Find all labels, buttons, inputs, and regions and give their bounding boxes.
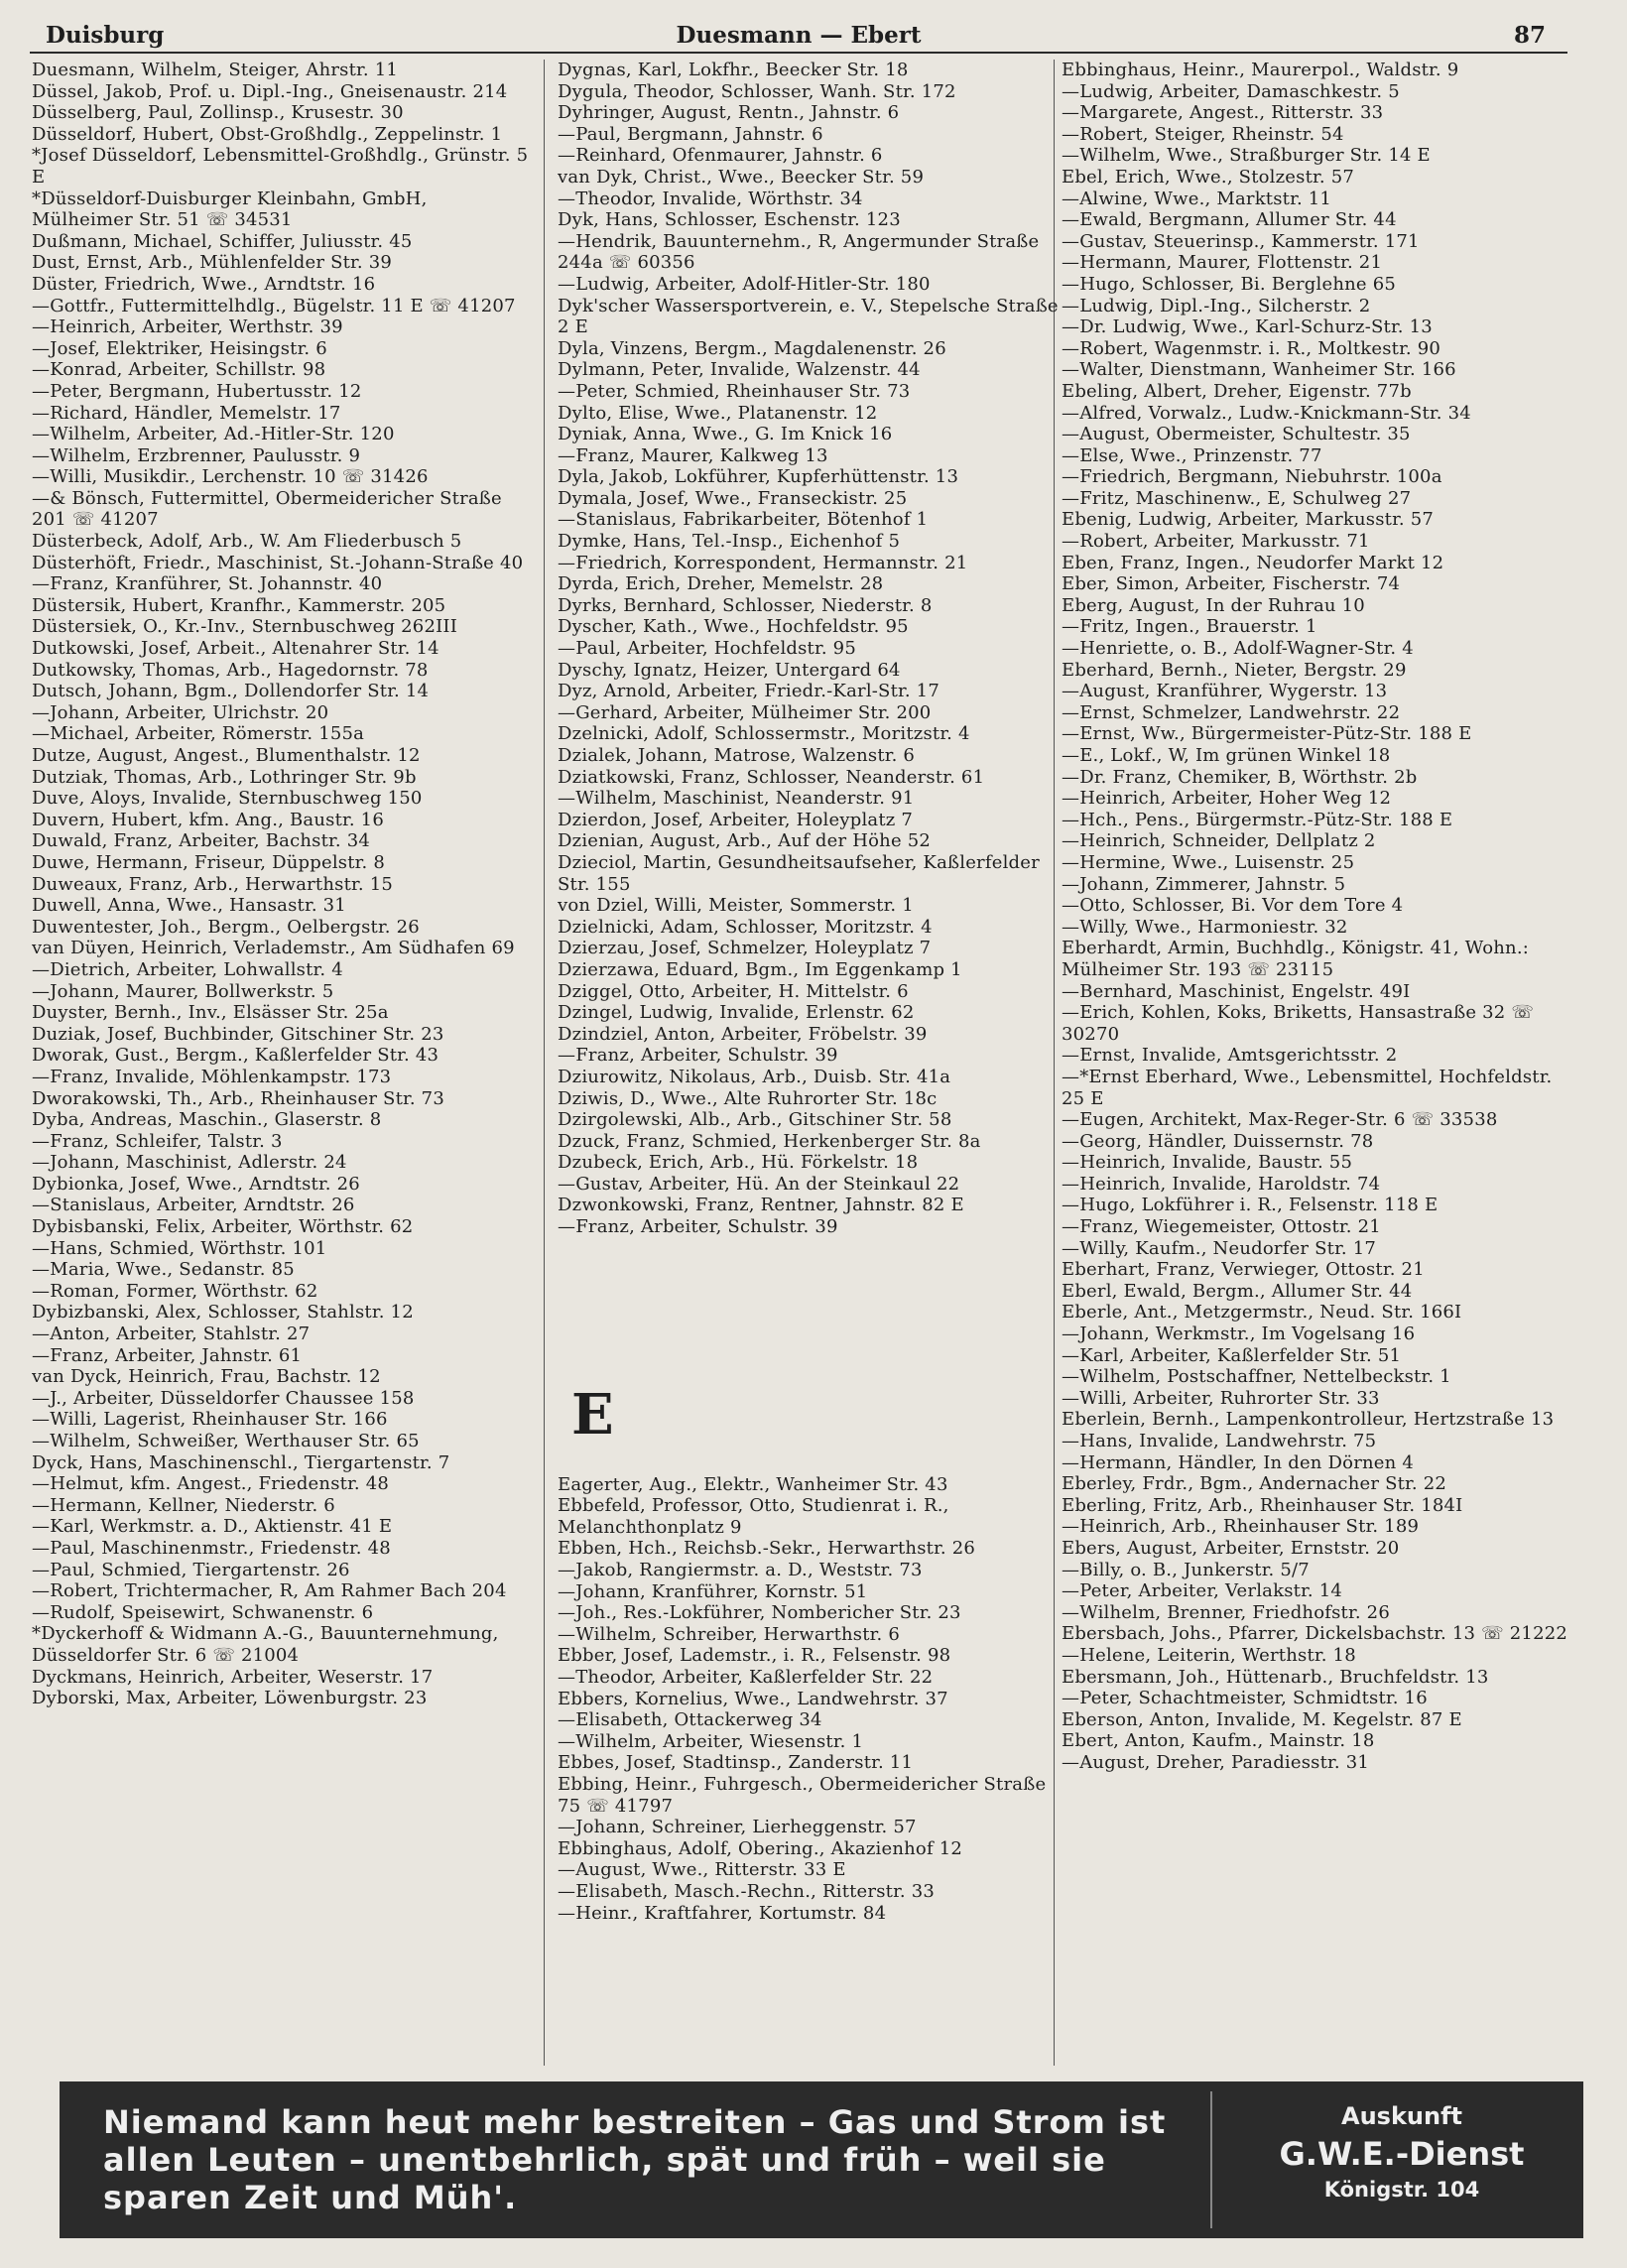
- directory-entry: —Hugo, Schlosser, Bi. Berglehne 65: [1062, 273, 1396, 295]
- slogan-line: allen Leuten – unentbehrlich, spät und früh – weil sie: [103, 2141, 1106, 2179]
- directory-entry: —Wilhelm, Erzbrenner, Paulusstr. 9: [32, 444, 361, 466]
- directory-entry: —Franz, Maurer, Kalkweg 13: [558, 444, 828, 466]
- directory-entry: Duve, Aloys, Invalide, Sternbuschweg 150: [32, 788, 423, 810]
- directory-entry: Ebbinghaus, Adolf, Obering., Akazienhof 12: [558, 1837, 963, 1859]
- directory-entry: —Peter, Arbeiter, Verlakstr. 14: [1062, 1580, 1343, 1602]
- directory-entry: Dyscher, Kath., Wwe., Hochfeldstr. 95: [558, 616, 909, 638]
- banner-divider: [1210, 2091, 1212, 2228]
- directory-entry: —Roman, Former, Wörthstr. 62: [32, 1280, 318, 1302]
- directory-entry: —Gustav, Steuerinsp., Kammerstr. 171: [1062, 230, 1420, 252]
- directory-entry: —Eugen, Architekt, Max-Reger-Str. 6 ☏ 33538: [1062, 1109, 1498, 1131]
- directory-entry: Duyster, Bernh., Inv., Elsässer Str. 25a: [32, 1002, 389, 1024]
- directory-entry: Dworakowski, Th., Arb., Rheinhauser Str. 73: [32, 1087, 444, 1109]
- directory-entry: Eberley, Frdr., Bgm., Andernacher Str. 22: [1062, 1473, 1447, 1495]
- directory-entry: —Ewald, Bergmann, Allumer Str. 44: [1062, 209, 1397, 231]
- directory-entry: Eberlein, Bernh., Lampenkontrolleur, Hertzstraße 13: [1062, 1409, 1555, 1431]
- directory-entry: —Hendrik, Bauunternehm., R, Angermunder Straße 244a ☏ 60356: [558, 230, 1046, 274]
- directory-entry: Dymala, Josef, Wwe., Franseckistr. 25: [558, 487, 908, 509]
- directory-entry: —Rudolf, Speisewirt, Schwanenstr. 6: [32, 1601, 374, 1623]
- directory-entry: Dyla, Jakob, Lokführer, Kupferhüttenstr. 13: [558, 466, 959, 488]
- directory-entry: —Peter, Bergmann, Hubertusstr. 12: [32, 380, 362, 402]
- directory-entry: van Dyck, Heinrich, Frau, Bachstr. 12: [32, 1366, 381, 1388]
- directory-entry: —Else, Wwe., Prinzenstr. 77: [1062, 444, 1322, 466]
- directory-entry: Dzierzawa, Eduard, Bgm., Im Eggenkamp 1: [558, 958, 962, 980]
- header-range: Duesmann — Ebert: [676, 22, 922, 49]
- contact-name: G.W.E.-Dienst: [1279, 2135, 1525, 2173]
- directory-entry: —Helmut, kfm. Angest., Friedenstr. 48: [32, 1473, 390, 1495]
- directory-entry: Eberhard, Bernh., Nieter, Bergstr. 29: [1062, 659, 1407, 681]
- directory-entry: —*Ernst Eberhard, Wwe., Lebensmittel, Hochfeldstr. 25 E: [1062, 1066, 1559, 1109]
- directory-entry: Duwe, Hermann, Friseur, Düppelstr. 8: [32, 851, 385, 873]
- directory-entry: —August, Kranführer, Wygerstr. 13: [1062, 681, 1388, 702]
- directory-entry: —Franz, Invalide, Möhlenkampstr. 173: [32, 1066, 392, 1087]
- directory-entry: —Wilhelm, Arbeiter, Wiesenstr. 1: [558, 1730, 864, 1752]
- directory-entry: —Johann, Zimmerer, Jahnstr. 5: [1062, 873, 1346, 895]
- directory-entry: —Wilhelm, Postschaffner, Nettelbeckstr. 1: [1062, 1366, 1451, 1388]
- directory-entry: —Gustav, Arbeiter, Hü. An der Steinkaul 22: [558, 1173, 960, 1195]
- directory-entry: —Gottfr., Futtermittelhdlg., Bügelstr. 11 E ☏ 41207: [32, 295, 516, 316]
- directory-entry: —Margarete, Angest., Ritterstr. 33: [1062, 102, 1384, 124]
- directory-entry: —Karl, Werkmstr. a. D., Aktienstr. 41 E: [32, 1516, 393, 1538]
- directory-entry: —Helene, Leiterin, Werthstr. 18: [1062, 1644, 1356, 1666]
- directory-entry: Dyz, Arnold, Arbeiter, Friedr.-Karl-Str. 17: [558, 681, 939, 702]
- directory-entry: *Josef Düsseldorf, Lebensmittel-Großhdlg., Grünstr. 5 E: [32, 145, 534, 188]
- directory-entry: —Johann, Kranführer, Kornstr. 51: [558, 1580, 868, 1602]
- directory-entry: —Alwine, Wwe., Marktstr. 11: [1062, 188, 1332, 209]
- directory-entry: Eberson, Anton, Invalide, M. Kegelstr. 87 E: [1062, 1708, 1462, 1730]
- directory-entry: —Alfred, Vorwalz., Ludw.-Knickmann-Str. 34: [1062, 402, 1471, 424]
- column-2: [558, 60, 1060, 2066]
- directory-entry: —Paul, Maschinenmstr., Friedenstr. 48: [32, 1537, 391, 1559]
- column-1: [32, 60, 534, 2066]
- directory-entry: —Franz, Kranführer, St. Johannstr. 40: [32, 573, 383, 595]
- directory-entry: —Heinrich, Schneider, Dellplatz 2: [1062, 830, 1376, 852]
- directory-entry: —Ernst, Schmelzer, Landwehrstr. 22: [1062, 701, 1401, 723]
- directory-entry: Dyniak, Anna, Wwe., G. Im Knick 16: [558, 424, 893, 445]
- directory-entry: —Heinrich, Invalide, Haroldstr. 74: [1062, 1173, 1381, 1195]
- directory-entry: Eberhart, Franz, Verwieger, Ottostr. 21: [1062, 1259, 1425, 1281]
- directory-entry: Duesmann, Wilhelm, Steiger, Ahrstr. 11: [32, 60, 399, 80]
- directory-entry: —Peter, Schmied, Rheinhauser Str. 73: [558, 380, 911, 402]
- directory-entry: —Hermann, Händler, In den Dörnen 4: [1062, 1451, 1415, 1473]
- directory-entry: —Willi, Musikdir., Lerchenstr. 10 ☏ 31426: [32, 466, 429, 488]
- directory-entry: Düsterhöft, Friedr., Maschinist, St.-Johann-Straße 40: [32, 552, 524, 573]
- directory-entry: Ebel, Erich, Wwe., Stolzestr. 57: [1062, 166, 1354, 188]
- directory-entry: Dyhringer, August, Rentn., Jahnstr. 6: [558, 102, 900, 124]
- directory-entry: Ebbefeld, Professor, Otto, Studienrat i. R., Melanchthonplatz 9: [558, 1495, 955, 1538]
- directory-entry: —Gerhard, Arbeiter, Mülheimer Str. 200: [558, 701, 932, 723]
- directory-entry: —E., Lokf., W, Im grünen Winkel 18: [1062, 745, 1391, 766]
- directory-entry: —Friedrich, Korrespondent, Hermannstr. 21: [558, 552, 968, 573]
- directory-entry: —Erich, Kohlen, Koks, Briketts, Hansastraße 32 ☏ 30270: [1062, 1002, 1540, 1045]
- directory-entry: Ebben, Hch., Reichsb.-Sekr., Herwarthstr. 26: [558, 1538, 976, 1560]
- advertisement-contact: [1220, 2099, 1583, 2205]
- directory-entry: —Franz, Schleifer, Talstr. 3: [32, 1130, 283, 1152]
- directory-entry: —Elisabeth, Ottackerweg 34: [558, 1709, 822, 1731]
- directory-entry: —Wilhelm, Wwe., Straßburger Str. 14 E: [1062, 145, 1431, 167]
- directory-entry: —August, Obermeister, Schultestr. 35: [1062, 424, 1411, 445]
- directory-entry: Dyschy, Ignatz, Heizer, Untergard 64: [558, 659, 901, 681]
- directory-entry: —Hch., Pens., Bürgermstr.-Pütz-Str. 188 E: [1062, 809, 1453, 830]
- directory-entry: —J., Arbeiter, Düsseldorfer Chaussee 158: [32, 1387, 415, 1409]
- directory-entry: —Stanislaus, Arbeiter, Arndtstr. 26: [32, 1195, 355, 1216]
- directory-entry: Düsselberg, Paul, Zollinsp., Krusestr. 30: [32, 102, 404, 124]
- directory-entry: —Hermann, Maurer, Flottenstr. 21: [1062, 252, 1383, 274]
- directory-entry: —Richard, Händler, Memelstr. 17: [32, 402, 341, 424]
- directory-entry: —Reinhard, Ofenmaurer, Jahnstr. 6: [558, 145, 883, 167]
- directory-entry: Dutze, August, Angest., Blumenthalstr. 12: [32, 745, 421, 766]
- directory-entry: —Peter, Schachtmeister, Schmidtstr. 16: [1062, 1688, 1428, 1709]
- directory-entry: Dziggel, Otto, Arbeiter, H. Mittelstr. 6: [558, 980, 909, 1002]
- directory-entry: Duwell, Anna, Wwe., Hansastr. 31: [32, 895, 346, 917]
- directory-entry: Dybisbanski, Felix, Arbeiter, Wörthstr. 62: [32, 1216, 414, 1238]
- directory-entry: Dutsch, Johann, Bgm., Dollendorfer Str. 14: [32, 681, 430, 702]
- directory-entry: —Heinrich, Arb., Rheinhauser Str. 189: [1062, 1516, 1420, 1538]
- directory-entry: Ebber, Josef, Lademstr., i. R., Felsenstr. 98: [558, 1645, 951, 1667]
- directory-entry: Dyrda, Erich, Dreher, Memelstr. 28: [558, 573, 884, 595]
- directory-entry: Dyck, Hans, Maschinenschl., Tiergartenstr. 7: [32, 1451, 450, 1473]
- directory-entry: Ebeling, Albert, Dreher, Eigenstr. 77b: [1062, 380, 1412, 402]
- directory-entry: Düssel, Jakob, Prof. u. Dipl.-Ing., Gneisenaustr. 214: [32, 80, 508, 102]
- directory-entry: Düstersik, Hubert, Kranfhr., Kammerstr. 205: [32, 594, 446, 616]
- directory-entry: Eberl, Ewald, Bergm., Allumer Str. 44: [1062, 1280, 1413, 1302]
- column-rule-1: [544, 60, 545, 2066]
- directory-entry: Dyborski, Max, Arbeiter, Löwenburgstr. 23: [32, 1688, 428, 1709]
- directory-entry: Eberg, August, In der Ruhrau 10: [1062, 594, 1365, 616]
- directory-entry: —Ludwig, Dipl.-Ing., Silcherstr. 2: [1062, 295, 1371, 316]
- directory-entry: —Ernst, Ww., Bürgermeister-Pütz-Str. 188 E: [1062, 723, 1472, 745]
- directory-entry: Dutziak, Thomas, Arb., Lothringer Str. 9b: [32, 766, 417, 788]
- directory-entry: Dyrks, Bernhard, Schlosser, Niederstr. 8: [558, 594, 933, 616]
- directory-entry: Dyckmans, Heinrich, Arbeiter, Weserstr. 17: [32, 1666, 434, 1688]
- directory-entry: van Düyen, Heinrich, Verlademstr., Am Südhafen 69: [32, 938, 515, 959]
- directory-entry: Dutkowsky, Thomas, Arb., Hagedornstr. 78: [32, 659, 429, 681]
- directory-entry: —Heinrich, Arbeiter, Werthstr. 39: [32, 316, 343, 338]
- directory-entry: Dzubeck, Erich, Arb., Hü. Förkelstr. 18: [558, 1152, 919, 1174]
- directory-entry: —Paul, Arbeiter, Hochfeldstr. 95: [558, 638, 856, 660]
- directory-entry: —Paul, Bergmann, Jahnstr. 6: [558, 123, 823, 145]
- directory-entry: —Johann, Maschinist, Adlerstr. 24: [32, 1152, 347, 1174]
- directory-entry: —Hugo, Lokführer i. R., Felsenstr. 118 E: [1062, 1195, 1439, 1216]
- directory-entry: Eber, Simon, Arbeiter, Fischerstr. 74: [1062, 573, 1401, 595]
- directory-entry: Dust, Ernst, Arb., Mühlenfelder Str. 39: [32, 252, 393, 274]
- directory-entry: Eagerter, Aug., Elektr., Wanheimer Str. 43: [558, 1473, 948, 1495]
- directory-entry: Dutkowski, Josef, Arbeit., Altenahrer Str. 14: [32, 638, 439, 660]
- directory-entry: —Wilhelm, Arbeiter, Ad.-Hitler-Str. 120: [32, 424, 395, 445]
- directory-entry: —Ernst, Invalide, Amtsgerichtsstr. 2: [1062, 1045, 1398, 1067]
- directory-entry: Dziatkowski, Franz, Schlosser, Neanderstr. 61: [558, 766, 985, 788]
- directory-entry: —Konrad, Arbeiter, Schillstr. 98: [32, 359, 326, 381]
- directory-entry: —Franz, Arbeiter, Schulstr. 39: [558, 1045, 838, 1067]
- directory-entry: —Robert, Trichtermacher, R, Am Rahmer Bach 204: [32, 1580, 507, 1602]
- column-2-d-entries: [558, 60, 1060, 1238]
- directory-entry: —Wilhelm, Schweißer, Werthauser Str. 65: [32, 1431, 420, 1451]
- directory-entry: Dzielnicki, Adam, Schlosser, Moritzstr. 4: [558, 916, 933, 938]
- column-2-e-entries: [558, 1474, 1060, 1924]
- directory-entry: Dzierdon, Josef, Arbeiter, Holeyplatz 7: [558, 809, 914, 830]
- directory-entry: *Dyckerhoff & Widmann A.-G., Bauunternehmung, Düsseldorfer Str. 6 ☏ 21004: [32, 1623, 505, 1666]
- directory-entry: Düsseldorf, Hubert, Obst-Großhdlg., Zeppelinstr. 1: [32, 123, 503, 145]
- directory-entry: Dzialek, Johann, Matrose, Walzenstr. 6: [558, 745, 916, 766]
- directory-entry: —Heinrich, Arbeiter, Hoher Weg 12: [1062, 788, 1392, 810]
- directory-entry: Ebersbach, Johs., Pfarrer, Dickelsbachstr. 13 ☏ 21222: [1062, 1623, 1568, 1645]
- directory-entry: Eberling, Fritz, Arb., Rheinhauser Str. 184I: [1062, 1494, 1463, 1516]
- advertisement-banner: [60, 2081, 1583, 2238]
- directory-entry: Ebbes, Josef, Stadtinsp., Zanderstr. 11: [558, 1752, 914, 1774]
- directory-entry: Duvern, Hubert, kfm. Ang., Baustr. 16: [32, 809, 384, 830]
- directory-entry: Dyla, Vinzens, Bergm., Magdalenenstr. 26: [558, 337, 946, 359]
- directory-entry: —Franz, Arbeiter, Schulstr. 39: [558, 1216, 838, 1238]
- directory-entry: Dziurowitz, Nikolaus, Arb., Duisb. Str. 41a: [558, 1066, 951, 1087]
- directory-entry: Ebersmann, Joh., Hüttenarb., Bruchfeldstr. 13: [1062, 1666, 1489, 1688]
- directory-entry: Eberle, Ant., Metzgermstr., Neud. Str. 166I: [1062, 1302, 1462, 1323]
- directory-entry: —Henriette, o. B., Adolf-Wagner-Str. 4: [1062, 638, 1414, 660]
- directory-entry: Dzuck, Franz, Schmied, Herkenberger Str. 8a: [558, 1130, 981, 1152]
- directory-entry: —August, Wwe., Ritterstr. 33 E: [558, 1859, 846, 1881]
- directory-entry: —Walter, Dienstmann, Wanheimer Str. 166: [1062, 359, 1456, 381]
- directory-entry: —Michael, Arbeiter, Römerstr. 155a: [32, 723, 365, 745]
- section-letter: E: [571, 1381, 614, 1448]
- directory-entry: —Anton, Arbeiter, Stahlstr. 27: [32, 1323, 311, 1345]
- directory-entry: Ebers, August, Arbeiter, Ernststr. 20: [1062, 1537, 1400, 1559]
- directory-entry: —Friedrich, Bergmann, Niebuhrstr. 100a: [1062, 466, 1442, 488]
- directory-entry: —August, Dreher, Paradiesstr. 31: [1062, 1751, 1370, 1773]
- directory-entry: —Georg, Händler, Duissernstr. 78: [1062, 1130, 1374, 1152]
- directory-entry: van Dyk, Christ., Wwe., Beecker Str. 59: [558, 166, 925, 188]
- directory-entry: Dziwis, D., Wwe., Alte Ruhrorter Str. 18c: [558, 1087, 938, 1109]
- directory-entry: —Maria, Wwe., Sedanstr. 85: [32, 1259, 295, 1281]
- header-city: Duisburg: [46, 22, 165, 49]
- directory-entry: —Ludwig, Arbeiter, Adolf-Hitler-Str. 180: [558, 273, 931, 295]
- directory-entry: —Elisabeth, Masch.-Rechn., Ritterstr. 33: [558, 1880, 936, 1902]
- directory-entry: Dzelnicki, Adolf, Schlossermstr., Moritzstr. 4: [558, 723, 970, 745]
- directory-entry: Duwentester, Joh., Bergm., Oelbergstr. 26: [32, 916, 420, 938]
- section-gap: [558, 1238, 1060, 1355]
- advertisement-slogan: [103, 2103, 1194, 2216]
- directory-entry: Dzieciol, Martin, Gesundheitsaufseher, Kaßlerfelder Str. 155: [558, 851, 1046, 895]
- directory-entry: —Hermine, Wwe., Luisenstr. 25: [1062, 851, 1355, 873]
- directory-entry: Eberhardt, Armin, Buchhdlg., Königstr. 41, Wohn.: Mülheimer Str. 193 ☏ 23115: [1062, 938, 1535, 980]
- directory-entry: —Fritz, Ingen., Brauerstr. 1: [1062, 616, 1317, 638]
- directory-entry: Duziak, Josef, Buchbinder, Gitschiner Str. 23: [32, 1023, 444, 1045]
- directory-entry: —Willi, Arbeiter, Ruhrorter Str. 33: [1062, 1387, 1380, 1409]
- directory-entry: Dylto, Elise, Wwe., Platanenstr. 12: [558, 402, 878, 424]
- directory-entry: —& Bönsch, Futtermittel, Obermeidericher Straße 201 ☏ 41207: [32, 487, 508, 531]
- directory-entry: Eben, Franz, Ingen., Neudorfer Markt 12: [1062, 552, 1444, 573]
- directory-entry: Duwald, Franz, Arbeiter, Bachstr. 34: [32, 830, 370, 852]
- directory-entry: —Dietrich, Arbeiter, Lohwallstr. 4: [32, 958, 343, 980]
- directory-entry: Dzirgolewski, Alb., Arb., Gitschiner Str. 58: [558, 1109, 952, 1131]
- directory-entry: —Ludwig, Arbeiter, Damaschkestr. 5: [1062, 80, 1400, 102]
- directory-entry: —Franz, Arbeiter, Jahnstr. 61: [32, 1344, 303, 1366]
- directory-entry: —Hermann, Kellner, Niederstr. 6: [32, 1494, 335, 1516]
- directory-entry: *Düsseldorf-Duisburger Kleinbahn, GmbH, Mülheimer Str. 51 ☏ 34531: [32, 188, 434, 231]
- directory-entry: —Joh., Res.-Lokführer, Nombericher Str. 23: [558, 1602, 961, 1624]
- directory-entry: —Otto, Schlosser, Bi. Vor dem Tore 4: [1062, 895, 1404, 917]
- running-header: [30, 18, 1567, 54]
- directory-entry: Dzierzau, Josef, Schmelzer, Holeyplatz 7: [558, 938, 932, 959]
- directory-entry: —Jakob, Rangiermstr. a. D., Weststr. 73: [558, 1560, 923, 1581]
- directory-entry: —Paul, Schmied, Tiergartenstr. 26: [32, 1559, 350, 1580]
- directory-entry: —Theodor, Arbeiter, Kaßlerfelder Str. 22: [558, 1667, 934, 1688]
- directory-entry: —Robert, Steiger, Rheinstr. 54: [1062, 123, 1344, 145]
- directory-entry: —Wilhelm, Schreiber, Herwarthstr. 6: [558, 1623, 900, 1645]
- directory-entry: —Fritz, Maschinenw., E, Schulweg 27: [1062, 487, 1412, 509]
- page-number: 87: [1513, 22, 1546, 49]
- directory-entry: Dzingel, Ludwig, Invalide, Erlenstr. 62: [558, 1002, 915, 1024]
- directory-entry: —Hans, Invalide, Landwehrstr. 75: [1062, 1431, 1377, 1451]
- directory-entry: —Willy, Wwe., Harmoniestr. 32: [1062, 916, 1348, 938]
- directory-entry: Dybizbanski, Alex, Schlosser, Stahlstr. 12: [32, 1302, 414, 1323]
- slogan-line: sparen Zeit und Müh'.: [103, 2179, 518, 2216]
- directory-entry: —Heinrich, Invalide, Baustr. 55: [1062, 1152, 1353, 1174]
- directory-entry: —Stanislaus, Fabrikarbeiter, Bötenhof 1: [558, 509, 929, 531]
- column-3: [1062, 60, 1573, 2066]
- directory-entry: —Johann, Arbeiter, Ulrichstr. 20: [32, 701, 329, 723]
- directory-entry: Dzwonkowski, Franz, Rentner, Jahnstr. 82 E: [558, 1195, 964, 1216]
- directory-entry: Düstersiek, O., Kr.-Inv., Sternbuschweg 262III: [32, 616, 458, 638]
- directory-entry: —Johann, Werkmstr., Im Vogelsang 16: [1062, 1323, 1416, 1345]
- directory-entry: —Dr. Franz, Chemiker, B, Wörthstr. 2b: [1062, 766, 1418, 788]
- directory-entry: —Josef, Elektriker, Heisingstr. 6: [32, 337, 327, 359]
- directory-entry: —Robert, Wagenmstr. i. R., Moltkestr. 90: [1062, 337, 1441, 359]
- directory-entry: Ebbinghaus, Heinr., Maurerpol., Waldstr. 9: [1062, 60, 1459, 80]
- directory-entry: —Heinr., Kraftfahrer, Kortumstr. 84: [558, 1902, 887, 1924]
- directory-entry: Düster, Friedrich, Wwe., Arndtstr. 16: [32, 273, 376, 295]
- directory-entry: —Wilhelm, Maschinist, Neanderstr. 91: [558, 788, 915, 810]
- directory-entry: Düsterbeck, Adolf, Arb., W. Am Fliederbusch 5: [32, 531, 462, 553]
- directory-entry: —Johann, Schreiner, Lierheggenstr. 57: [558, 1817, 917, 1838]
- directory-entry: Ebert, Anton, Kaufm., Mainstr. 18: [1062, 1730, 1375, 1752]
- directory-entry: Dußmann, Michael, Schiffer, Juliusstr. 45: [32, 230, 413, 252]
- directory-entry: —Dr. Ludwig, Wwe., Karl-Schurz-Str. 13: [1062, 316, 1433, 338]
- directory-entry: Ebenig, Ludwig, Arbeiter, Markusstr. 57: [1062, 509, 1435, 531]
- directory-entry: —Billy, o. B., Junkerstr. 5/7: [1062, 1559, 1310, 1580]
- directory-entry: —Bernhard, Maschinist, Engelstr. 49I: [1062, 980, 1411, 1002]
- directory-entry: Dygnas, Karl, Lokfhr., Beecker Str. 18: [558, 60, 909, 80]
- directory-entry: Duweaux, Franz, Arb., Herwarthstr. 15: [32, 873, 394, 895]
- directory-entry: —Karl, Arbeiter, Kaßlerfelder Str. 51: [1062, 1344, 1402, 1366]
- directory-entry: Ebbers, Kornelius, Wwe., Landwehrstr. 37: [558, 1688, 948, 1709]
- directory-entry: —Willi, Lagerist, Rheinhauser Str. 166: [32, 1409, 388, 1431]
- directory-entry: Dyba, Andreas, Maschin., Glaserstr. 8: [32, 1109, 382, 1131]
- directory-entry: —Theodor, Invalide, Wörthstr. 34: [558, 188, 863, 209]
- directory-entry: Dymke, Hans, Tel.-Insp., Eichenhof 5: [558, 531, 901, 553]
- directory-entry: von Dziel, Willi, Meister, Sommerstr. 1: [558, 895, 914, 917]
- directory-entry: Ebbing, Heinr., Fuhrgesch., Obermeidericher Straße 75 ☏ 41797: [558, 1773, 1053, 1817]
- directory-entry: Dworak, Gust., Bergm., Kaßlerfelder Str. 43: [32, 1045, 439, 1067]
- contact-title: Auskunft: [1341, 2102, 1462, 2130]
- directory-entry: Dzindziel, Anton, Arbeiter, Fröbelstr. 39: [558, 1023, 928, 1045]
- directory-entry: —Franz, Wiegemeister, Ottostr. 21: [1062, 1216, 1381, 1238]
- directory-entry: Dyk, Hans, Schlosser, Eschenstr. 123: [558, 209, 901, 231]
- contact-address: Königstr. 104: [1323, 2178, 1480, 2202]
- directory-entry: —Willy, Kaufm., Neudorfer Str. 17: [1062, 1237, 1377, 1259]
- directory-entry: —Hans, Schmied, Wörthstr. 101: [32, 1237, 327, 1259]
- slogan-line: Niemand kann heut mehr bestreiten – Gas und Strom ist: [103, 2103, 1167, 2141]
- directory-entry: —Wilhelm, Brenner, Friedhofstr. 26: [1062, 1601, 1390, 1623]
- directory-entry: Dygula, Theodor, Schlosser, Wanh. Str. 172: [558, 80, 956, 102]
- directory-entry: Dzienian, August, Arb., Auf der Höhe 52: [558, 830, 932, 852]
- directory-entry: Dybionka, Josef, Wwe., Arndtstr. 26: [32, 1173, 360, 1195]
- directory-entry: —Robert, Arbeiter, Markusstr. 71: [1062, 531, 1370, 553]
- directory-entry: —Johann, Maurer, Bollwerkstr. 5: [32, 980, 334, 1002]
- directory-entry: Dyk'scher Wassersportverein, e. V., Stepelsche Straße 2 E: [558, 295, 1059, 338]
- directory-entry: Dylmann, Peter, Invalide, Walzenstr. 44: [558, 359, 921, 381]
